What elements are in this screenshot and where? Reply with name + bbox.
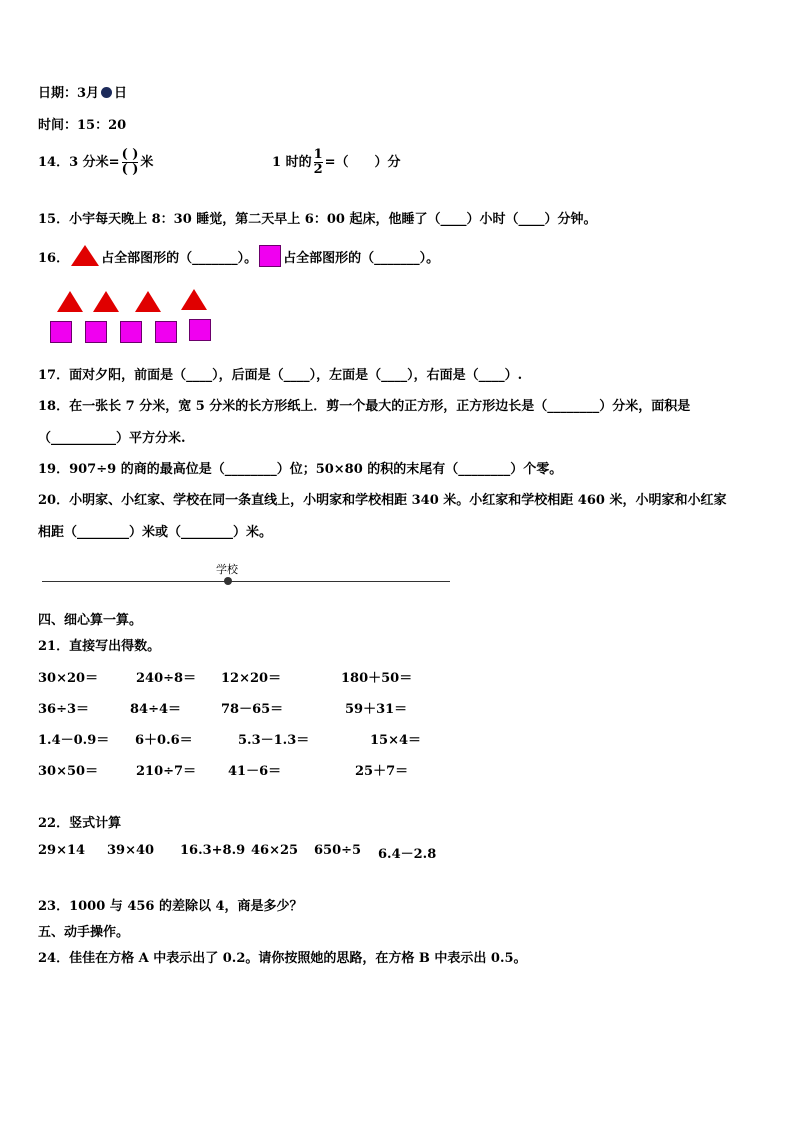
- q14-fraction-half: [314, 148, 323, 177]
- square-icon: [259, 245, 281, 267]
- square-shape: [85, 321, 107, 343]
- date-text: 日期：3月: [38, 86, 100, 101]
- section-4-heading: 四、细心算一算。: [38, 613, 143, 628]
- calc-item: 30×50＝: [38, 764, 99, 779]
- calc-item: 15×4＝: [370, 733, 422, 748]
- q14-b-num: 1: [313, 147, 323, 162]
- question-20-line2: 相距（________）米或（________）米。: [38, 525, 273, 540]
- circle-dot-icon: [101, 87, 112, 98]
- calc-item: 41－6＝: [228, 764, 282, 779]
- school-label: 学校: [216, 563, 238, 576]
- q14-b-prefix: 1 时的: [272, 155, 312, 170]
- calc-item: 25＋7＝: [355, 764, 409, 779]
- q16-end: 占全部图形的（_______）。: [283, 251, 440, 266]
- question-18-line2: （__________）平方分米.: [38, 431, 186, 446]
- question-24: 24．佳佳在方格 A 中表示出了 0.2。请你按照她的思路，在方格 B 中表示出 0.5。: [38, 951, 527, 966]
- calc-item: 6＋0.6＝: [135, 733, 193, 748]
- calc-item: 12×20＝: [221, 671, 282, 686]
- q16-prefix: 16．: [38, 251, 70, 266]
- square-shape: [120, 321, 142, 343]
- question-18-line1: 18．在一张长 7 分米，宽 5 分米的长方形纸上．剪一个最大的正方形，正方形边长是（________）分米，面积是: [38, 399, 691, 414]
- q14-fraction-blank: [122, 148, 139, 177]
- q14-a-prefix: 14．3 分米=: [38, 155, 120, 170]
- q14-a-den: ( ): [121, 162, 139, 177]
- calc-item: 180＋50＝: [341, 671, 413, 686]
- vertical-calc-item: 29×14: [38, 843, 86, 858]
- triangle-shape: [135, 291, 161, 312]
- vertical-calc-item: 650÷5: [314, 843, 362, 858]
- date-line: [38, 82, 127, 101]
- triangle-shape: [93, 291, 119, 312]
- calc-item: 36÷3＝: [38, 702, 90, 717]
- vertical-calc-item: 39×40: [107, 843, 155, 858]
- calc-item: 210÷7＝: [136, 764, 197, 779]
- question-21-title: 21．直接写出得数。: [38, 639, 161, 654]
- triangle-shape: [57, 291, 83, 312]
- calc-item: 59＋31＝: [345, 702, 408, 717]
- calc-item: 78－65＝: [221, 702, 284, 717]
- triangle-icon: [71, 245, 99, 266]
- q14-a-suffix: 米: [140, 155, 154, 170]
- question-14b: [272, 148, 401, 177]
- time-line: 时间：15：20: [38, 118, 127, 133]
- q14-a-num: ( ): [121, 147, 139, 162]
- question-20-line1: 20．小明家、小红家、学校在同一条直线上，小明家和学校相距 340 米。小红家和学校相距 460 米，小明家和小红家: [38, 493, 727, 508]
- square-shape: [189, 319, 211, 341]
- calc-item: 84÷4＝: [130, 702, 182, 717]
- question-14: [38, 148, 153, 177]
- question-19: 19．907÷9 的商的最高位是（________）位；50×80 的积的末尾有（________）个零。: [38, 462, 563, 477]
- q16-mid: 占全部图形的（_______）。: [101, 251, 258, 266]
- date-tail: 日: [114, 86, 128, 101]
- question-22-title: 22．竖式计算: [38, 816, 122, 831]
- calc-item: 240÷8＝: [136, 671, 197, 686]
- number-line-figure: [38, 557, 450, 587]
- question-16: [38, 245, 439, 267]
- vertical-calc-item: 16.3+8.9: [180, 843, 246, 858]
- number-line: [42, 581, 450, 582]
- question-15: 15．小宇每天晚上 8：30 睡觉，第二天早上 6：00 起床，他睡了（____）小时（____）分钟。: [38, 212, 597, 227]
- vertical-calc-item: 46×25: [251, 843, 299, 858]
- square-shape: [50, 321, 72, 343]
- triangle-shape: [181, 289, 207, 310]
- school-point-icon: [224, 577, 232, 585]
- section-5-heading: 五、动手操作。: [38, 925, 130, 940]
- question-23: 23．1000 与 456 的差除以 4，商是多少？: [38, 899, 303, 914]
- question-17: 17．面对夕阳，前面是（____），后面是（____），左面是（____），右面是（____）.: [38, 368, 523, 383]
- q14-b-den: 2: [313, 162, 323, 177]
- calc-item: 1.4－0.9＝: [38, 733, 110, 748]
- calc-item: 30×20＝: [38, 671, 99, 686]
- q14-b-suffix: =（ ）分: [324, 155, 401, 170]
- calc-item: 5.3－1.3＝: [238, 733, 310, 748]
- square-shape: [155, 321, 177, 343]
- vertical-calc-item: 6.4－2.8: [378, 847, 437, 862]
